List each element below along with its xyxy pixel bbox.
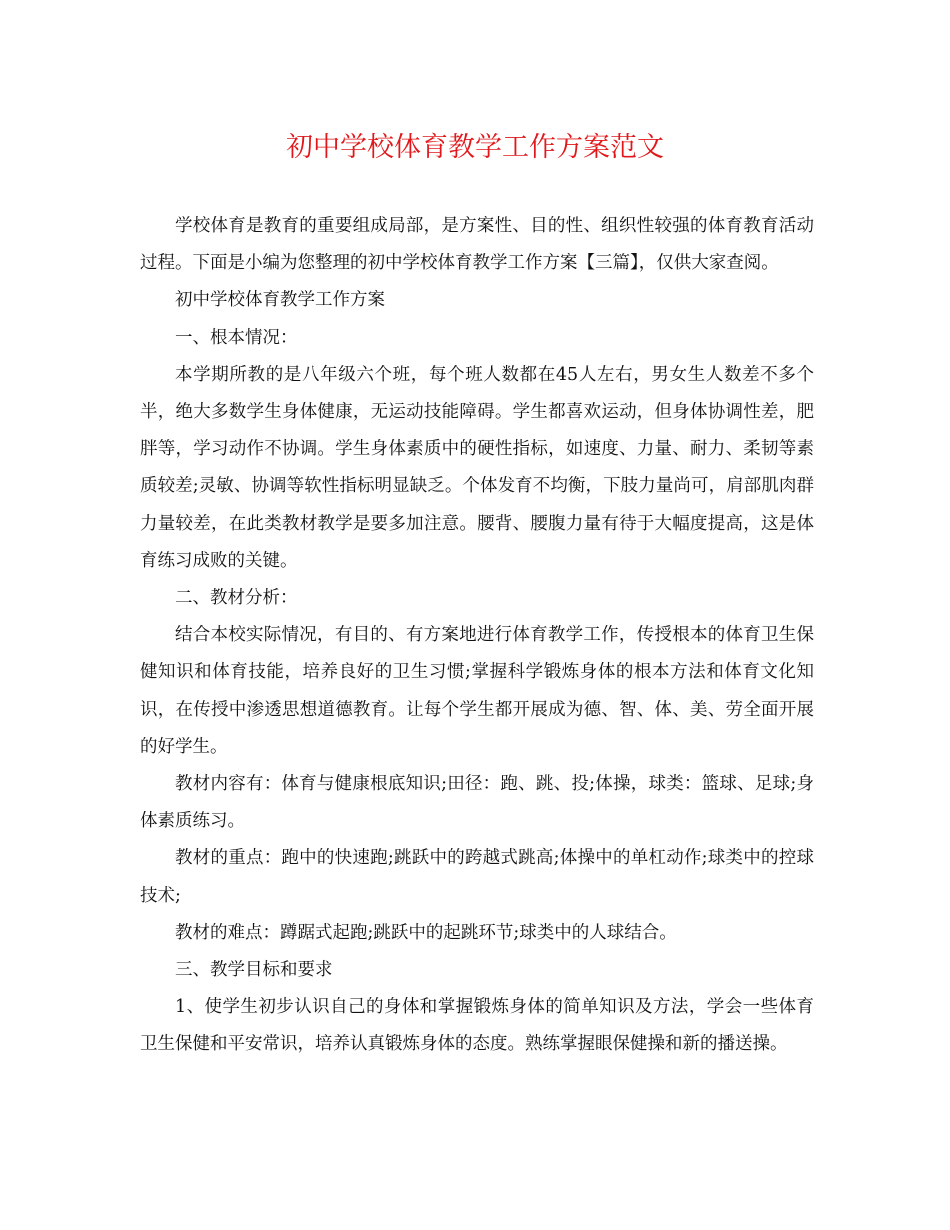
section-heading-plan: 初中学校体育教学工作方案 [175,290,385,311]
section-heading-material-analysis: 二、教材分析： [175,588,298,609]
paragraph-material-content: 教材内容有：体育与健康根底知识;田径：跑、跳、投;体操，球类：篮球、足球;身体素质练习。 [140,774,814,832]
paragraph-goal-1: 1、使学生初步认识自己的身体和掌握锻炼身体的简单知识及方法，学会一些体育卫生保健和平安常识，培养认真锻炼身体的态度。熟练掌握眼保健操和新的播送操。 [140,997,814,1055]
document-title: 初中学校体育教学工作方案范文 [286,132,664,163]
paragraph-material-difficulties: 教材的难点：蹲踞式起跑;跳跃中的起跳环节;球类中的人球结合。 [175,922,677,943]
paragraph-material-analysis: 结合本校实际情况，有目的、有方案地进行体育教学工作，传授根本的体育卫生保健知识和体育技能，培养良好的卫生习惯;掌握科学锻炼身体的根本方法和体育文化知识，在传授中渗透思想道德教育。让每个学生都开展成为德、智、体、美、劳全面开展的好学生。 [140,625,814,757]
paragraph-basic-situation: 本学期所教的是八年级六个班，每个班人数都在45人左右，男女生人数差不多个半，绝大多数学生身体健康，无运动技能障碍。学生都喜欢运动，但身体协调性差，肥胖等，学习动作不协调。学生身体素质中的硬性指标，如速度、力量、耐力、柔韧等素质较差;灵敏、协调等软性指标明显缺乏。个体发育不均衡，下肢力量尚可，肩部肌肉群力量较差，在此类教材教学是要多加注意。腰背、腰腹力量有待于大幅度提高，这是体育练习成败的关键。 [140,364,814,571]
section-heading-goals: 三、教学目标和要求 [175,960,333,981]
intro-paragraph: 学校体育是教育的重要组成局部，是方案性、目的性、组织性较强的体育教育活动过程。下面是小编为您整理的初中学校体育教学工作方案【三篇】，仅供大家查阅。 [140,216,814,274]
section-heading-basic-situation: 一、根本情况： [175,327,298,348]
document-body [140,208,814,1064]
paragraph-material-key-points: 教材的重点：跑中的快速跑;跳跃中的跨越式跳高;体操中的单杠动作;球类中的控球技术; [140,848,814,906]
